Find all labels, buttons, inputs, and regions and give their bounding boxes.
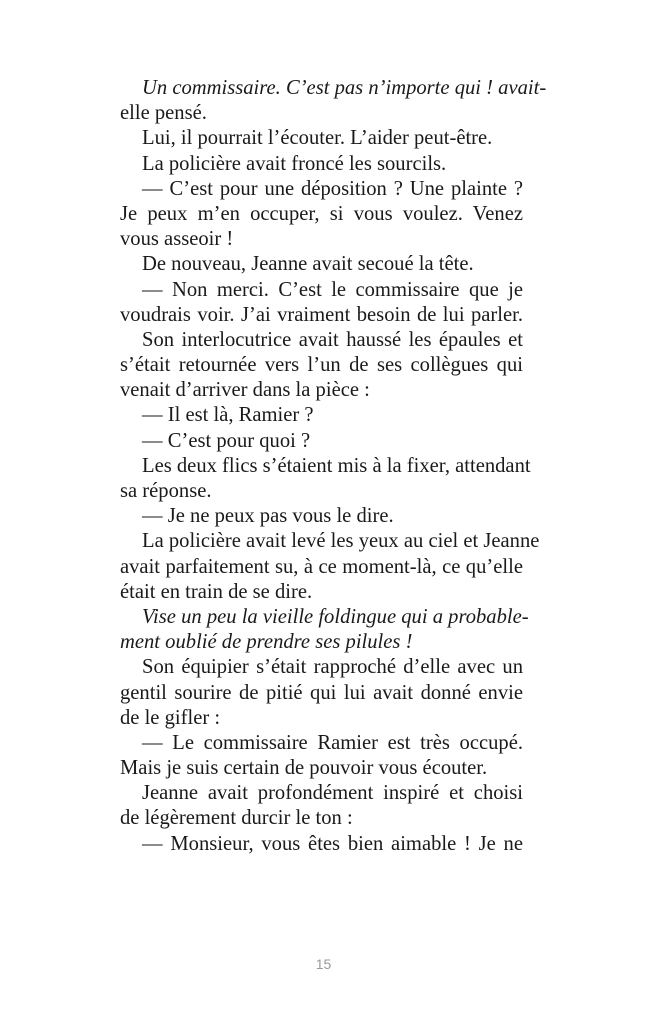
text-line: — Non merci. C’est le commissaire que je xyxy=(142,278,523,301)
text-line: — Je ne peux pas vous le dire. xyxy=(142,505,394,528)
text-line: Un commissaire. C’est pas n’importe qui ! avait- xyxy=(142,77,547,99)
text-line: La policière avait froncé les sourcils. xyxy=(142,152,447,175)
text-line: s’était retournée vers l’un de ses collègues qui xyxy=(120,354,523,377)
text-line: Lui, il pourrait l’écouter. L’aider peut-être. xyxy=(142,127,493,150)
text-line: Son interlocutrice avait haussé les épaules et xyxy=(142,328,523,351)
text-line: — C’est pour quoi ? xyxy=(142,429,311,452)
text-line: Jeanne avait profondément inspiré et choisi xyxy=(142,782,523,805)
text-line: ment oublié de prendre ses pilules ! xyxy=(120,631,413,654)
text-line: elle pensé. xyxy=(120,102,207,125)
text-line: Mais je suis certain de pouvoir vous écouter. xyxy=(120,757,488,780)
text-line: Je peux m’en occuper, si vous voulez. Venez xyxy=(120,202,523,225)
text-line: De nouveau, Jeanne avait secoué la tête. xyxy=(142,253,474,276)
text-line: vous asseoir ! xyxy=(120,228,234,251)
text-line: voudrais voir. J’ai vraiment besoin de lui parler. xyxy=(120,303,523,326)
text-line: gentil sourire de pitié qui lui avait donné envie xyxy=(120,681,523,704)
body-text xyxy=(120,76,547,857)
text-line: — Monsieur, vous êtes bien aimable ! Je ne xyxy=(142,832,523,855)
page-number: 15 xyxy=(315,956,332,972)
text-line: — C’est pour une déposition ? Une plainte ? xyxy=(142,177,523,200)
text-line: — Il est là, Ramier ? xyxy=(142,404,314,427)
text-line: Vise un peu la vieille foldingue qui a probable- xyxy=(142,605,529,628)
text-line: sa réponse. xyxy=(120,480,212,502)
text-line: de le gifler : xyxy=(120,706,221,729)
text-line: La policière avait levé les yeux au ciel et Jeanne xyxy=(142,530,540,553)
text-line: Son équipier s’était rapproché d’elle avec un xyxy=(142,656,523,679)
text-line: de légèrement durcir le ton : xyxy=(120,807,353,830)
text-line: — Le commissaire Ramier est très occupé. xyxy=(142,731,523,754)
text-line: venait d’arriver dans la pièce : xyxy=(120,379,370,402)
text-line: avait parfaitement su, à ce moment-là, ce qu’elle xyxy=(120,555,523,578)
text-line: Les deux flics s’étaient mis à la fixer, attendant xyxy=(142,454,531,477)
text-line: était en train de se dire. xyxy=(120,580,313,603)
